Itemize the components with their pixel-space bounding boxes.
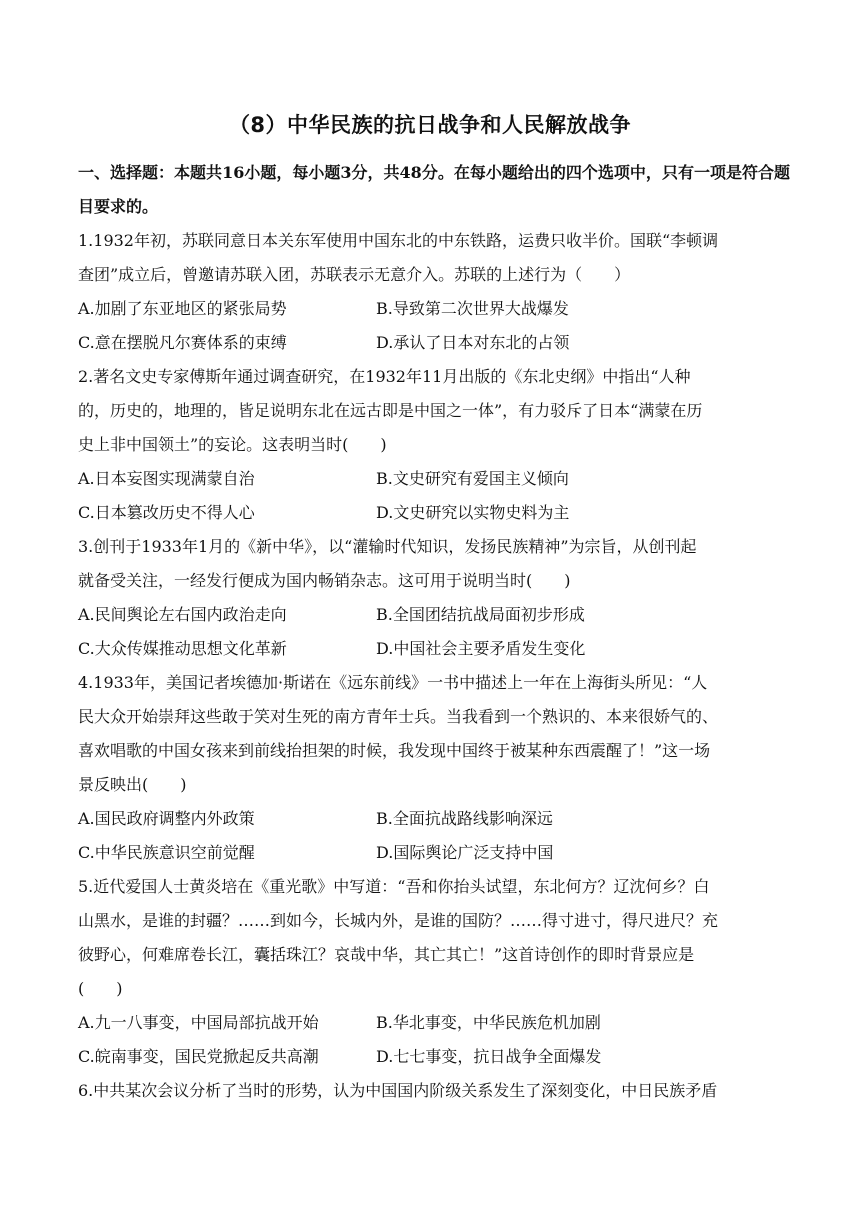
answer-option: A.民间舆论左右国内政治走向: [78, 605, 287, 624]
question-stem: 2.著名文史专家傅斯年通过调查研究，在1932年11月出版的《东北史纲》中指出“人种: [78, 367, 691, 386]
answer-option: B.华北事变，中华民族危机加剧: [376, 1013, 601, 1032]
answer-option: A.九一八事变，中国局部抗战开始: [78, 1013, 319, 1032]
option-row: [78, 462, 790, 496]
question-3: [78, 530, 790, 666]
answer-option: A.国民政府调整内外政策: [78, 809, 255, 828]
question-1: [78, 224, 790, 360]
answer-option: C.皖南事变，国民党掀起反共高潮: [78, 1047, 319, 1066]
question-stem: 5.近代爱国人士黄炎培在《重光歌》中写道：“吾和你抬头试望，东北何方？辽沈何乡？白: [78, 877, 710, 896]
question-stem-continued: 民大众开始崇拜这些敢于笑对生死的南方青年士兵。当我看到一个熟识的、本来很娇气的、: [78, 707, 719, 726]
question-stem: 1.1932年初，苏联同意日本关东军使用中国东北的中东铁路，运费只收半价。国联“李顿调: [78, 231, 719, 250]
question-stem-continued: ( ): [78, 979, 123, 998]
question-stem-continued: 彼野心，何难席卷长江，囊括珠江？哀哉中华，其亡其亡！”这首诗创作的即时背景应是: [78, 945, 695, 964]
option-row: [78, 292, 790, 326]
option-row: [78, 1006, 790, 1040]
question-2: [78, 360, 790, 530]
answer-option: A.加剧了东亚地区的紧张局势: [78, 299, 287, 318]
option-row: [78, 632, 790, 666]
option-row: [78, 496, 790, 530]
answer-option: B.文史研究有爱国主义倾向: [376, 469, 569, 488]
question-stem-continued: 景反映出( ): [78, 775, 187, 794]
question-list: [78, 224, 790, 1108]
option-row: [78, 802, 790, 836]
answer-option: B.全面抗战路线影响深远: [376, 809, 553, 828]
question-stem: 6.中共某次会议分析了当时的形势，认为中国国内阶级关系发生了深刻变化，中日民族矛盾: [78, 1081, 718, 1100]
answer-option: D.中国社会主要矛盾发生变化: [376, 639, 586, 658]
answer-option: D.承认了日本对东北的占领: [376, 333, 570, 352]
question-5: [78, 870, 790, 1074]
answer-option: D.七七事变，抗日战争全面爆发: [376, 1047, 602, 1066]
question-stem-continued: 喜欢唱歌的中国女孩来到前线抬担架的时候，我发现中国终于被某种东西震醒了！”这一场: [78, 741, 711, 760]
option-row: [78, 1040, 790, 1074]
option-row: [78, 836, 790, 870]
answer-option: D.文史研究以实物史料为主: [376, 503, 570, 522]
answer-option: C.中华民族意识空前觉醒: [78, 843, 255, 862]
section-header: 一、选择题：本题共16小题，每小题3分，共48分。在每小题给出的四个选项中，只有一项是符合题目要求的。: [78, 163, 790, 216]
question-stem-continued: 山黑水，是谁的封疆？……到如今，长城内外，是谁的国防？……得寸进寸，得尺进尺？充: [78, 911, 719, 930]
answer-option: C.大众传媒推动思想文化革新: [78, 639, 287, 658]
option-row: [78, 598, 790, 632]
document-title: （8）中华民族的抗日战争和人民解放战争: [228, 113, 632, 137]
question-stem-continued: 就备受关注，一经发行便成为国内畅销杂志。这可用于说明当时( ): [78, 571, 571, 590]
question-stem-continued: 的，历史的，地理的，皆足说明东北在远古即是中国之一体”，有力驳斥了日本“满蒙在历: [78, 401, 703, 420]
question-stem-continued: 史上非中国领土”的妄论。这表明当时( ): [78, 435, 387, 454]
answer-option: B.导致第二次世界大战爆发: [376, 299, 569, 318]
answer-option: A.日本妄图实现满蒙自治: [78, 469, 255, 488]
answer-option: D.国际舆论广泛支持中国: [376, 843, 554, 862]
answer-option: C.日本篡改历史不得人心: [78, 503, 255, 522]
answer-option: B.全国团结抗战局面初步形成: [376, 605, 585, 624]
question-4: [78, 666, 790, 870]
question-stem: 4.1933年，美国记者埃德加·斯诺在《远东前线》一书中描述上一年在上海街头所见：“人: [78, 673, 708, 692]
option-row: [78, 326, 790, 360]
question-6: [78, 1074, 790, 1108]
question-stem: 3.创刊于1933年1月的《新中华》，以“灌输时代知识，发扬民族精神”为宗旨，从创刊起: [78, 537, 697, 556]
answer-option: C.意在摆脱凡尔赛体系的束缚: [78, 333, 287, 352]
question-stem-continued: 查团”成立后，曾邀请苏联入团，苏联表示无意介入。苏联的上述行为（ ）: [78, 265, 631, 284]
